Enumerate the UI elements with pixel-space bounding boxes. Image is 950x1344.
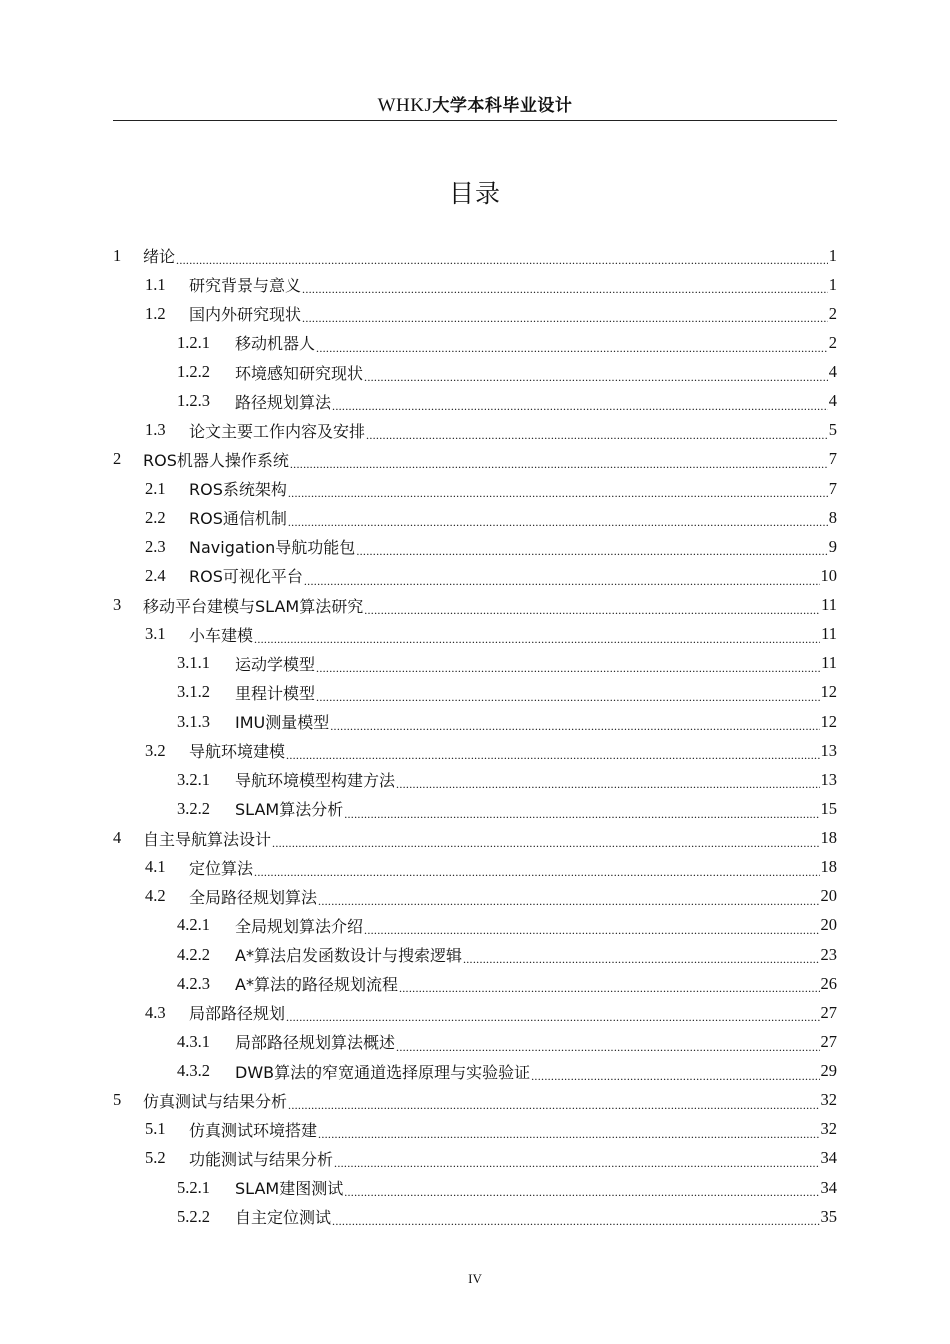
toc-entry-page: 32 <box>820 1090 837 1110</box>
toc-entry[interactable] <box>113 387 837 416</box>
toc-entry-number: 4.3.1 <box>177 1031 210 1051</box>
toc-dot-leader <box>344 1182 819 1202</box>
toc-entry-page: 7 <box>828 449 837 469</box>
toc-dot-leader <box>304 571 820 591</box>
toc-entry-page: 34 <box>820 1148 837 1168</box>
toc-dot-leader <box>288 512 828 532</box>
toc-dot-leader <box>364 367 828 387</box>
toc-dot-leader <box>318 1124 819 1144</box>
toc-entry-page: 35 <box>820 1206 837 1226</box>
toc-entry-number: 1.1 <box>145 274 166 294</box>
toc-entry-title: 论文主要工作内容及安排 <box>189 421 366 441</box>
toc-entry-number: 2.2 <box>145 507 166 527</box>
toc-entry-title: 小车建模 <box>189 625 254 645</box>
toc-dot-leader <box>176 250 828 270</box>
toc-entry-title: A*算法的路径规划流程 <box>235 975 398 995</box>
toc-entry-page: 5 <box>828 420 837 440</box>
toc-entry-title: SLAM算法分析 <box>235 800 344 820</box>
toc-entry[interactable] <box>113 591 837 620</box>
toc-entry[interactable] <box>113 882 837 911</box>
toc-dot-leader <box>286 1007 819 1027</box>
toc-entry-number: 2.1 <box>145 478 166 498</box>
toc-entry[interactable] <box>113 299 837 328</box>
toc-entry-title: 里程计模型 <box>235 683 316 703</box>
toc-entry[interactable] <box>113 1027 837 1056</box>
toc-entry[interactable] <box>113 940 837 969</box>
toc-entry-title: Navigation导航功能包 <box>189 538 356 558</box>
toc-entry[interactable] <box>113 1086 837 1115</box>
toc-entry-page: 18 <box>820 857 837 877</box>
toc-entry-title: 导航环境建模 <box>189 742 286 762</box>
toc-dot-leader <box>344 804 819 824</box>
toc-dot-leader <box>316 338 828 358</box>
toc-entry-page: 11 <box>821 624 837 644</box>
toc-entry-number: 5.2 <box>145 1148 166 1168</box>
toc-entry-page: 13 <box>820 740 837 760</box>
toc-dot-leader <box>356 541 827 561</box>
toc-entry-page: 34 <box>820 1177 837 1197</box>
toc-entry-number: 4.3.2 <box>177 1061 210 1081</box>
toc-entry-title: 运动学模型 <box>235 654 316 674</box>
toc-entry-page: 11 <box>821 595 837 615</box>
toc-entry-number: 3.2 <box>145 740 166 760</box>
toc-entry[interactable] <box>113 736 837 765</box>
toc-entry-page: 10 <box>820 565 837 585</box>
toc-entry[interactable] <box>113 707 837 736</box>
toc-dot-leader <box>288 1095 819 1115</box>
toc-entry-title: 全局路径规划算法 <box>189 887 318 907</box>
toc-entry-page: 26 <box>820 973 837 993</box>
toc-entry-number: 5.1 <box>145 1119 166 1139</box>
toc-dot-leader <box>463 949 820 969</box>
toc-entry-number: 4.2.3 <box>177 973 210 993</box>
toc-entry[interactable] <box>113 532 837 561</box>
toc-entry-page: 27 <box>820 1031 837 1051</box>
toc-entry-title: SLAM建图测试 <box>235 1179 344 1199</box>
toc-entry-number: 2.4 <box>145 565 166 585</box>
toc-dot-leader <box>254 862 819 882</box>
header-chinese: 大学本科毕业设计 <box>432 96 573 116</box>
toc-entry-number: 5.2.2 <box>177 1206 210 1226</box>
toc-dot-leader <box>364 600 820 620</box>
toc-entry-page: 4 <box>828 391 837 411</box>
toc-dot-leader <box>316 687 819 707</box>
toc-entry[interactable] <box>113 678 837 707</box>
toc-entry-title: 环境感知研究现状 <box>235 363 364 383</box>
toc-dot-leader <box>332 1211 819 1231</box>
toc-entry-number: 3.1 <box>145 624 166 644</box>
toc-entry[interactable] <box>113 241 837 270</box>
page-header <box>113 92 837 121</box>
toc-entry-page: 4 <box>828 362 837 382</box>
toc-dot-leader <box>364 920 819 940</box>
toc-entry-number: 1.2 <box>145 303 166 323</box>
toc-entry[interactable] <box>113 794 837 823</box>
toc-entry-title: 国内外研究现状 <box>189 305 302 325</box>
toc-entry[interactable] <box>113 1173 837 1202</box>
toc-dot-leader <box>286 745 819 765</box>
toc-entry-number: 3.1.2 <box>177 682 210 702</box>
toc-dot-leader <box>318 891 819 911</box>
toc-dot-leader <box>316 658 820 678</box>
toc-entry-number: 5 <box>113 1090 122 1110</box>
toc-entry-title: 研究背景与意义 <box>189 276 302 296</box>
toc-entry-page: 13 <box>820 769 837 789</box>
toc-entry-title: 定位算法 <box>189 858 254 878</box>
toc-entry-page: 1 <box>828 245 837 265</box>
toc-entry[interactable] <box>113 998 837 1027</box>
toc-entry-page: 15 <box>820 798 837 818</box>
toc-entry-number: 3 <box>113 595 122 615</box>
toc-entry[interactable] <box>113 328 837 357</box>
toc-dot-leader <box>272 833 819 853</box>
toc-entry-number: 4 <box>113 828 122 848</box>
toc-entry[interactable] <box>113 620 837 649</box>
toc-entry-title: 自主导航算法设计 <box>143 829 272 849</box>
toc-dot-leader <box>302 308 828 328</box>
toc-entry[interactable] <box>113 1115 837 1144</box>
toc-dot-leader <box>531 1066 819 1086</box>
toc-dot-leader <box>288 483 828 503</box>
toc-entry-number: 3.1.3 <box>177 711 210 731</box>
toc-entry-number: 4.2.1 <box>177 915 210 935</box>
toc-entry[interactable] <box>113 649 837 678</box>
toc-entry-number: 4.2.2 <box>177 944 210 964</box>
toc-entry-title: 移动机器人 <box>235 334 316 354</box>
toc-dot-leader <box>254 629 820 649</box>
toc-dot-leader <box>290 454 828 474</box>
toc-title: 目录 <box>448 179 501 208</box>
toc-entry-title: ROS可视化平台 <box>189 567 303 587</box>
toc-entry-title: ROS机器人操作系统 <box>143 450 289 470</box>
toc-entry[interactable] <box>113 1144 837 1173</box>
toc-entry-title: 路径规划算法 <box>235 392 332 412</box>
toc-entry-page: 9 <box>828 536 837 556</box>
toc-dot-leader <box>396 774 819 794</box>
toc-entry-number: 3.2.1 <box>177 769 210 789</box>
toc-entry-page: 2 <box>828 303 837 323</box>
toc-entry-page: 8 <box>828 507 837 527</box>
toc-entry-number: 1.2.3 <box>177 391 210 411</box>
toc-entry-title: DWB算法的窄宽通道选择原理与实验验证 <box>235 1062 531 1082</box>
toc-entry[interactable] <box>113 911 837 940</box>
toc-dot-leader <box>366 425 828 445</box>
toc-entry-page: 12 <box>820 682 837 702</box>
toc-entry[interactable] <box>113 358 837 387</box>
toc-entry-number: 5.2.1 <box>177 1177 210 1197</box>
toc-entry[interactable] <box>113 445 837 474</box>
toc-entry-title: 绪论 <box>143 247 176 267</box>
toc-entry[interactable] <box>113 561 837 590</box>
toc-entry[interactable] <box>113 474 837 503</box>
toc-entry-number: 1.2.2 <box>177 362 210 382</box>
toc-entry-title: ROS系统架构 <box>189 480 287 500</box>
toc-entry-title: 移动平台建模与SLAM算法研究 <box>143 596 364 616</box>
toc-entry-title: 导航环境模型构建方法 <box>235 771 396 791</box>
toc-entry-number: 1.2.1 <box>177 332 210 352</box>
toc-entry-page: 1 <box>828 274 837 294</box>
toc-entry-page: 20 <box>820 886 837 906</box>
toc-entry[interactable] <box>113 969 837 998</box>
toc-dot-leader <box>302 279 828 299</box>
toc-entry-title: ROS通信机制 <box>189 509 287 529</box>
header-latin: WHKJ <box>377 95 433 116</box>
toc-entry[interactable] <box>113 1202 837 1231</box>
toc-entry-number: 1.3 <box>145 420 166 440</box>
toc-entry-title: 仿真测试与结果分析 <box>143 1091 288 1111</box>
toc-entry[interactable] <box>113 416 837 445</box>
table-of-contents <box>113 241 837 1231</box>
toc-entry-number: 4.2 <box>145 886 166 906</box>
toc-dot-leader <box>334 1153 819 1173</box>
toc-entry-title: A*算法启发函数设计与搜索逻辑 <box>235 946 462 966</box>
toc-entry-title: 全局规划算法介绍 <box>235 916 364 936</box>
toc-entry[interactable] <box>113 503 837 532</box>
toc-entry-title: IMU测量模型 <box>235 713 330 733</box>
page-number: IV <box>468 1271 482 1286</box>
toc-entry-page: 7 <box>828 478 837 498</box>
toc-entry-page: 27 <box>820 1002 837 1022</box>
toc-entry-title: 自主定位测试 <box>235 1208 332 1228</box>
toc-entry[interactable] <box>113 824 837 853</box>
toc-entry-number: 3.2.2 <box>177 798 210 818</box>
toc-dot-leader <box>399 978 820 998</box>
toc-entry-title: 功能测试与结果分析 <box>189 1149 334 1169</box>
toc-entry-page: 2 <box>828 332 837 352</box>
toc-dot-leader <box>396 1037 819 1057</box>
toc-entry-page: 29 <box>820 1061 837 1081</box>
toc-entry-number: 4.1 <box>145 857 166 877</box>
toc-entry-title: 局部路径规划算法概述 <box>235 1033 396 1053</box>
toc-entry-number: 3.1.1 <box>177 653 210 673</box>
toc-entry[interactable] <box>113 1057 837 1086</box>
toc-entry-title: 仿真测试环境搭建 <box>189 1120 318 1140</box>
toc-entry-page: 18 <box>820 828 837 848</box>
toc-entry-page: 23 <box>820 944 837 964</box>
toc-entry-page: 12 <box>820 711 837 731</box>
toc-entry[interactable] <box>113 853 837 882</box>
toc-dot-leader <box>332 396 828 416</box>
toc-dot-leader <box>330 716 819 736</box>
toc-entry-number: 2 <box>113 449 122 469</box>
toc-entry-number: 4.3 <box>145 1002 166 1022</box>
toc-entry-title: 局部路径规划 <box>189 1004 286 1024</box>
toc-entry[interactable] <box>113 270 837 299</box>
toc-entry-number: 1 <box>113 245 122 265</box>
toc-entry-page: 11 <box>821 653 837 673</box>
toc-entry-page: 32 <box>820 1119 837 1139</box>
toc-entry-number: 2.3 <box>145 536 166 556</box>
toc-entry[interactable] <box>113 765 837 794</box>
toc-entry-page: 20 <box>820 915 837 935</box>
